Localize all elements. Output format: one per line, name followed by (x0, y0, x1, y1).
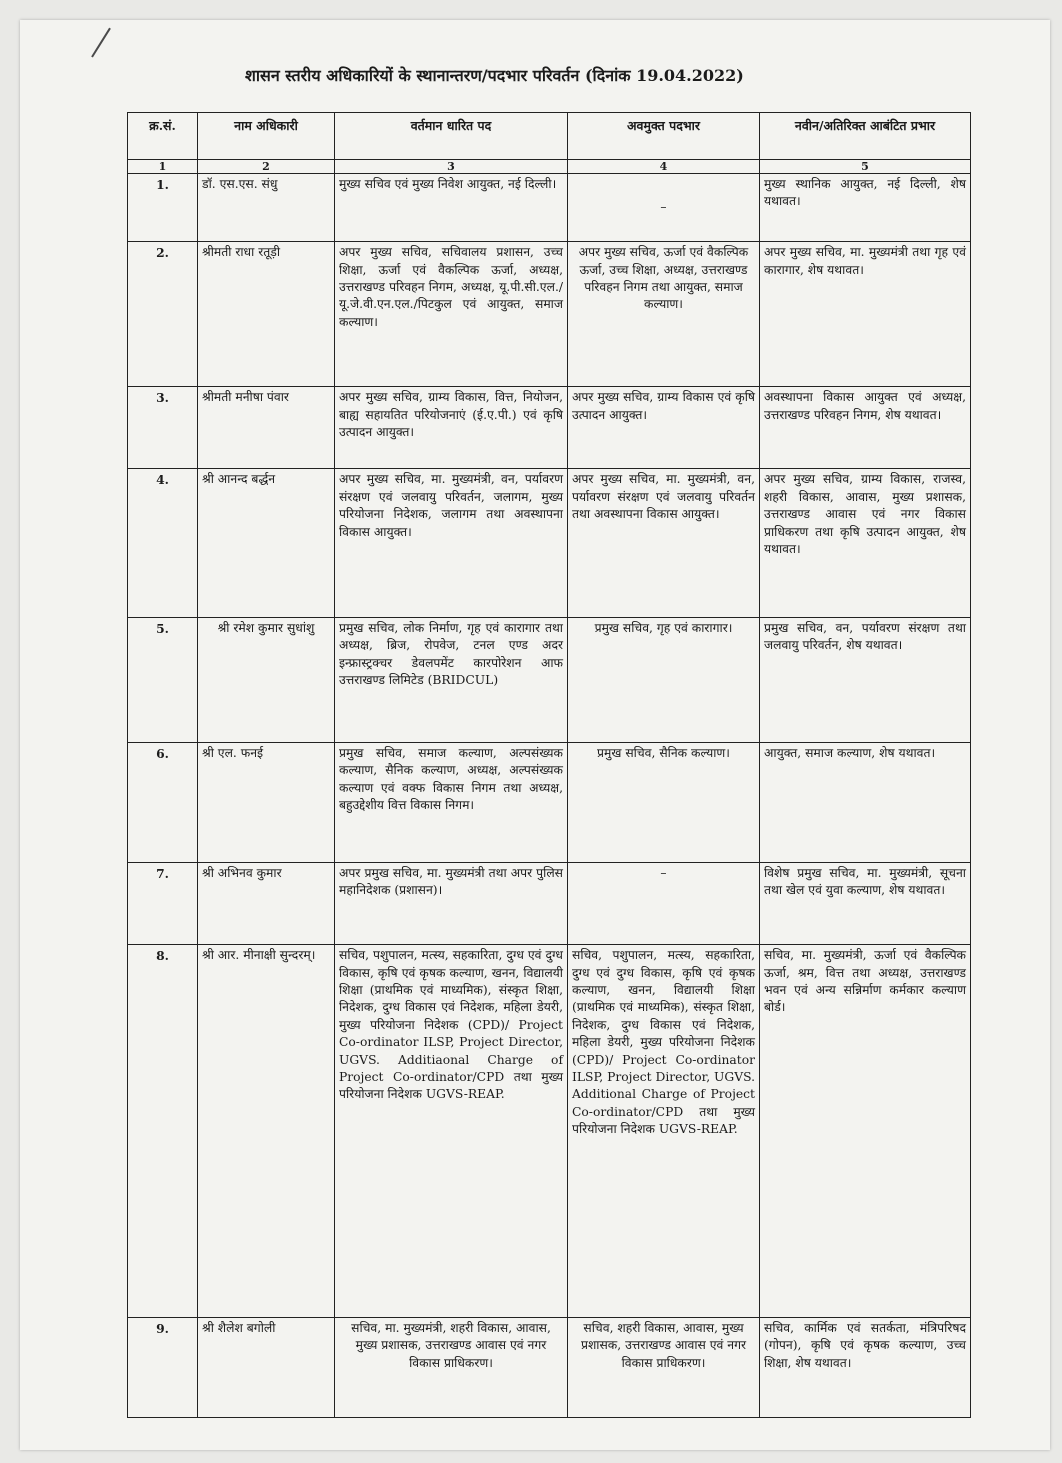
table-row (128, 617, 971, 742)
column-number: 3 (335, 160, 568, 174)
table-row (128, 863, 971, 945)
officer-name: श्री शैलेश बगोली (198, 1317, 335, 1417)
column-number: 2 (198, 160, 335, 174)
table-row (128, 469, 971, 617)
officer-name: श्रीमती मनीषा पंवार (198, 387, 335, 469)
serial-number: 4. (128, 469, 198, 617)
relieved-charge: सचिव, शहरी विकास, आवास, मुख्य प्रशासक, उत्तराखण्ड आवास एवं नगर विकास प्राधिकरण। (568, 1317, 760, 1417)
serial-number: 1. (128, 174, 198, 242)
column-number: 5 (760, 160, 971, 174)
serial-number: 2. (128, 242, 198, 387)
serial-number: 7. (128, 863, 198, 945)
relieved-charge: प्रमुख सचिव, गृह एवं कारागार। (568, 617, 760, 742)
officer-name: श्री रमेश कुमार सुधांशु (198, 617, 335, 742)
officer-name: डॉ. एस.एस. संधु (198, 174, 335, 242)
serial-number: 3. (128, 387, 198, 469)
table-row (128, 174, 971, 242)
new-charge: प्रमुख सचिव, वन, पर्यावरण संरक्षण तथा जलवायु परिवर्तन, शेष यथावत। (760, 617, 971, 742)
current-post: प्रमुख सचिव, लोक निर्माण, गृह एवं कारागार तथा अध्यक्ष, ब्रिज, रोपवेज, टनल एण्ड अदर इन्फ्रास्ट्रक्चर डेवलपमेंट कारपोरेशन आफ उत्तराखण्ड लिमिटेड (BRIDCUL) (335, 617, 568, 742)
current-post: प्रमुख सचिव, समाज कल्याण, अल्पसंख्यक कल्याण, सैनिक कल्याण, अध्यक्ष, अल्पसंख्यक कल्याण एवं वक्फ विकास निगम तथा अध्यक्ष, बहुउद्देशीय वित्त विकास निगम। (335, 742, 568, 862)
officer-name: श्री आर. मीनाक्षी सुन्दरम्। (198, 945, 335, 1318)
document-title: शासन स्तरीय अधिकारियों के स्थानान्तरण/पदभार परिवर्तन (दिनांक 19.04.2022) (245, 66, 744, 85)
relieved-charge: – (568, 863, 760, 945)
current-post: अपर मुख्य सचिव, ग्राम्य विकास, वित्त, नियोजन, बाह्य सहायतित परियोजनाएं (ई.ए.पी.) एवं कृषि उत्पादन आयुक्त। (335, 387, 568, 469)
serial-number: 8. (128, 945, 198, 1318)
header-row (128, 113, 971, 160)
header-new-charge: नवीन/अतिरिक्त आबंटित प्रभार (760, 113, 971, 160)
officer-name: श्री अभिनव कुमार (198, 863, 335, 945)
table-row (128, 242, 971, 387)
new-charge: विशेष प्रमुख सचिव, मा. मुख्यमंत्री, सूचना तथा खेल एवं युवा कल्याण, शेष यथावत। (760, 863, 971, 945)
relieved-charge: प्रमुख सचिव, सैनिक कल्याण। (568, 742, 760, 862)
column-number: 1 (128, 160, 198, 174)
header-current-post: वर्तमान धारित पद (335, 113, 568, 160)
new-charge: सचिव, मा. मुख्यमंत्री, ऊर्जा एवं वैकल्पिक ऊर्जा, श्रम, वित्त तथा अध्यक्ष, उत्तराखण्ड भवन एवं अन्य सन्निर्माण कर्मकार कल्याण बोर्ड। (760, 945, 971, 1318)
new-charge: अवस्थापना विकास आयुक्त एवं अध्यक्ष, उत्तराखण्ड परिवहन निगम, शेष यथावत। (760, 387, 971, 469)
table-row (128, 742, 971, 862)
table-row (128, 1317, 971, 1417)
table-row (128, 945, 971, 1318)
new-charge: अपर मुख्य सचिव, ग्राम्य विकास, राजस्व, शहरी विकास, आवास, मुख्य प्रशासक, उत्तराखण्ड आवास एवं नगर विकास प्राधिकरण तथा कृषि उत्पादन आयुक्त, शेष यथावत। (760, 469, 971, 617)
officer-name: श्री एल. फनई (198, 742, 335, 862)
relieved-charge: अपर मुख्य सचिव, ऊर्जा एवं वैकल्पिक ऊर्जा, उच्च शिक्षा, अध्यक्ष, उत्तराखण्ड परिवहन निगम तथा आयुक्त, समाज कल्याण। (568, 242, 760, 387)
header-serial: क्र.सं. (128, 113, 198, 160)
new-charge: अपर मुख्य सचिव, मा. मुख्यमंत्री तथा गृह एवं कारागार, शेष यथावत। (760, 242, 971, 387)
new-charge: आयुक्त, समाज कल्याण, शेष यथावत। (760, 742, 971, 862)
officer-name: श्री आनन्द बर्द्धन (198, 469, 335, 617)
current-post: अपर मुख्य सचिव, मा. मुख्यमंत्री, वन, पर्यावरण संरक्षण एवं जलवायु परिवर्तन, जलागम, मुख्य परियोजना निदेशक, जलागम तथा अवस्थापना विकास आयुक्त। (335, 469, 568, 617)
table-row (128, 387, 971, 469)
header-relieved-charge: अवमुक्त पदभार (568, 113, 760, 160)
relieved-charge: अपर मुख्य सचिव, ग्राम्य विकास एवं कृषि उत्पादन आयुक्त। (568, 387, 760, 469)
officer-name: श्रीमती राधा रतूड़ी (198, 242, 335, 387)
current-post: अपर मुख्य सचिव, सचिवालय प्रशासन, उच्च शिक्षा, ऊर्जा एवं वैकल्पिक ऊर्जा, अध्यक्ष, उत्तराखण्ड परिवहन निगम, अध्यक्ष, यू.पी.सी.एल./यू.जे.वी.एन.एल./पिटकुल एवं आयुक्त, समाज कल्याण। (335, 242, 568, 387)
relieved-charge: – (568, 174, 760, 242)
new-charge: सचिव, कार्मिक एवं सतर्कता, मंत्रिपरिषद (गोपन), कृषि एवं कृषक कल्याण, उच्च शिक्षा, शेष यथावत। (760, 1317, 971, 1417)
serial-number: 6. (128, 742, 198, 862)
relieved-charge: अपर मुख्य सचिव, मा. मुख्यमंत्री, वन, पर्यावरण संरक्षण एवं जलवायु परिवर्तन तथा अवस्थापना विकास आयुक्त। (568, 469, 760, 617)
header-officer-name: नाम अधिकारी (198, 113, 335, 160)
transfer-table (127, 112, 971, 1418)
serial-number: 9. (128, 1317, 198, 1417)
current-post: सचिव, पशुपालन, मत्स्य, सहकारिता, दुग्ध एवं दुग्ध विकास, कृषि एवं कृषक कल्याण, खनन, विद्यालयी शिक्षा (प्राथमिक एवं माध्यमिक), संस्कृत शिक्षा, निदेशक, दुग्ध विकास एवं निदेशक, महिला डेयरी, मुख्य परियोजना निदेशक (CPD)/ Project Co-ordinator ILSP, Project Director, UGVS. Additiaonal Charge of Project Co-ordinator/CPD तथा मुख्य परियोजना निदेशक UGVS-REAP. (335, 945, 568, 1318)
current-post: सचिव, मा. मुख्यमंत्री, शहरी विकास, आवास, मुख्य प्रशासक, उत्तराखण्ड आवास एवं नगर विकास प्राधिकरण। (335, 1317, 568, 1417)
serial-number: 5. (128, 617, 198, 742)
pen-mark (91, 28, 111, 58)
current-post: मुख्य सचिव एवं मुख्य निवेश आयुक्त, नई दिल्ली। (335, 174, 568, 242)
column-number-row (128, 160, 971, 174)
current-post: अपर प्रमुख सचिव, मा. मुख्यमंत्री तथा अपर पुलिस महानिदेशक (प्रशासन)। (335, 863, 568, 945)
column-number: 4 (568, 160, 760, 174)
relieved-charge: सचिव, पशुपालन, मत्स्य, सहकारिता, दुग्ध एवं दुग्ध विकास, कृषि एवं कृषक कल्याण, खनन, विद्यालयी शिक्षा (प्राथमिक एवं माध्यमिक), संस्कृत शिक्षा, निदेशक, दुग्ध विकास एवं निदेशक, महिला डेयरी, मुख्य परियोजना निदेशक (CPD)/ Project Co-ordinator ILSP, Project Director, UGVS. Additional Charge of Project Co-ordinator/CPD तथा मुख्य परियोजना निदेशक UGVS-REAP. (568, 945, 760, 1318)
new-charge: मुख्य स्थानिक आयुक्त, नई दिल्ली, शेष यथावत। (760, 174, 971, 242)
